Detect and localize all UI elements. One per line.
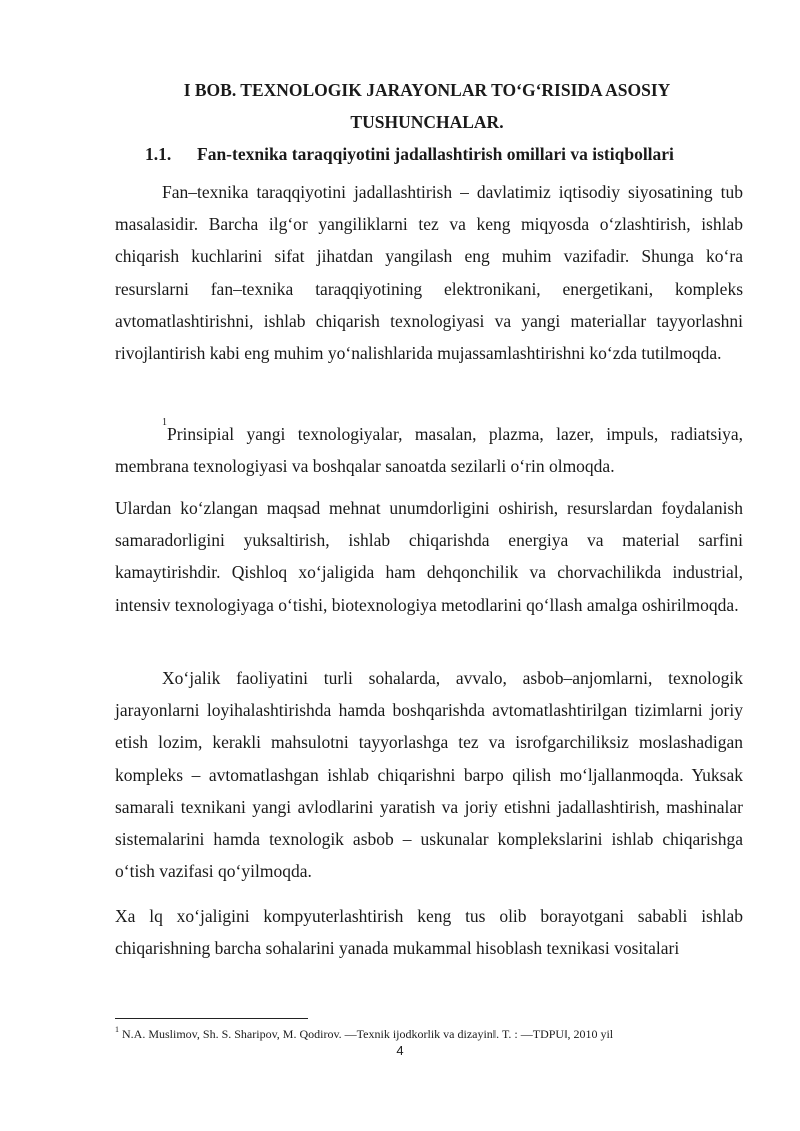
paragraph-1: Fan–texnika taraqqiyotini jadallashtirish – davlatimiz iqtisodiy siyosatining tub masalasidir. Barcha ilg‘or yangiliklarni tez va keng miqyosda o‘zlashtirish, ishlab chiqarish kuchlarini sifat jihatdan yangilash eng muhim vazifadir. Shunga ko‘ra resurslarni fan–texnika taraqqiyotining elektronikani, energetikani, kompleks avtomatlashtirishni, ishlab chiqarish texnologiyasi va yangi materiallar tayyorlashni rivojlantirish kabi eng muhim yo‘nalishlarida mujassamlashtirishni ko‘zda tutilmoqda.	[115, 182, 743, 364]
paragraph-3: Ulardan ko‘zlangan maqsad mehnat unumdorligini oshirish, resurslardan foydalanish samaradorligini yuksaltirish, ishlab chiqarishda energiya va material sarfini kamaytirishdir. Qishloq xo‘jaligida ham dehqonchilik va chorvachilikda industrial, intensiv texnologiyaga o‘tishi, biotexnologiya metodlarini qo‘llash amalga oshirilmoqda.	[115, 498, 743, 615]
section-number: 1.1.	[145, 144, 172, 164]
page-number: 4	[396, 1043, 404, 1058]
paragraph-4: Xo‘jalik faoliyatini turli sohalarda, avvalo, asbob–anjomlarni, texnologik jarayonlarni loyihalashtirishda hamda boshqarishda avtomatlashtirilgan tizimlarni joriy etish lozim, kerakli mahsulotni tayyorlashga tez va isrofgarchiliksiz moslashadigan kompleks – avtomatlashgan ishlab chiqarishni barpo qilish mo‘ljallanmoqda. Yuksak samarali texnikani yangi avlodlarini yaratish va joriy etishni jadallashtirish, mashinalar sistemalarini hamda texnologik asbob – uskunalar komplekslarini ishlab chiqarishga o‘tish vazifasi qo‘yilmoqda.	[115, 668, 743, 882]
footnote-separator	[115, 1018, 308, 1019]
chapter-title: I BOB. TEXNOLOGIK JARAYONLAR TO‘G‘RISIDA ASOSIY TUSHUNCHALAR.	[183, 80, 671, 132]
footnote-text: N.A. Muslimov, Sh. S. Sharipov, M. Qodirov. ―Texnik ijodkorlik va dizayin‖. T. : ―TDPU‖, 2010 yil	[122, 1027, 614, 1041]
footnote-marker: 1	[115, 1025, 119, 1034]
paragraph-5: Xa lq xo‘jaligini kompyuterlashtirish keng tus olib borayotgani sababli ishlab chiqarishning barcha sohalarini yanada mukammal hisoblash texnikasi vositalari	[115, 906, 743, 959]
paragraph-2-text: Prinsipial yangi texnologiyalar, masalan, plazma, lazer, impuls, radiatsiya, membrana texnologiyasi va boshqalar sanoatda sezilarli o‘rin olmoqda.	[115, 424, 743, 477]
section-heading	[145, 142, 674, 166]
section-title: Fan-texnika taraqqiyotini jadallashtirish omillari va istiqbollari	[197, 144, 674, 164]
footnote	[115, 1026, 745, 1042]
paragraph-2	[115, 418, 743, 482]
footnote-reference: 1	[162, 417, 167, 428]
